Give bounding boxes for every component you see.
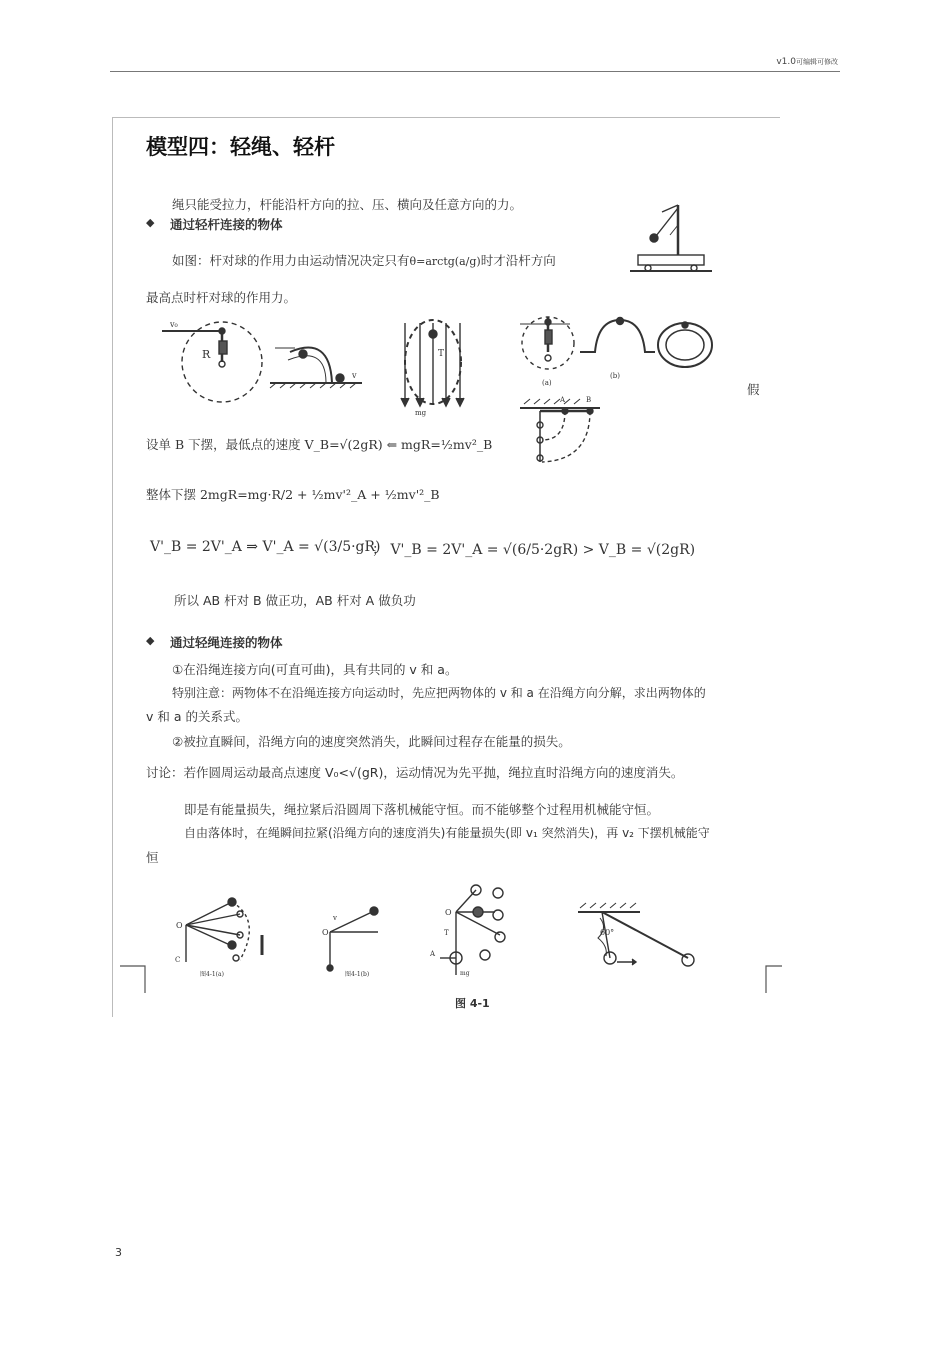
rod-line1-formula: θ=arctg(a/g) bbox=[409, 255, 481, 268]
svg-text:mg: mg bbox=[460, 970, 470, 977]
svg-text:(a): (a) bbox=[542, 379, 552, 387]
rope-para-6a: 自由落体时，在绳瞬间拉紧(沿绳方向的速度消失)有能量损失(即 v₁ 突然消失)，再 v₂ 下摆机械能守 bbox=[184, 826, 710, 840]
version-note: 可编辑可修改 bbox=[796, 58, 838, 66]
rope-para-5: 即是有能量损失，绳拉紧后沿圆周下落机械能守恒。而不能够整个过程用机械能守恒。 bbox=[184, 802, 660, 817]
circle-rod-diagram-a bbox=[520, 317, 574, 387]
svg-text:图4-1(b): 图4-1(b) bbox=[345, 971, 370, 978]
rope-horizontal-diagram bbox=[322, 907, 378, 978]
svg-text:v: v bbox=[352, 371, 357, 380]
equation-3a: V'_B = 2V'_A ⇒ V'_A = √(3/5·gR) bbox=[150, 539, 381, 555]
bullet-diamond-icon: ◆ bbox=[146, 216, 155, 229]
circle-rod-diagram-1 bbox=[162, 320, 262, 402]
svg-text:T: T bbox=[444, 929, 449, 937]
svg-text:(b): (b) bbox=[610, 372, 620, 380]
version-number: v1.0 bbox=[776, 57, 796, 67]
rope-para-2b: v 和 a 的关系式。 bbox=[146, 709, 248, 724]
vertical-circle-force-diagram bbox=[401, 320, 464, 417]
rope-para-6b: 恒 bbox=[146, 850, 159, 865]
page-number: 3 bbox=[115, 1246, 122, 1259]
svg-text:A: A bbox=[560, 396, 566, 404]
svg-text:v: v bbox=[333, 914, 337, 922]
intro-text: 绳只能受拉力，杆能沿杆方向的拉、压、横向及任意方向的力。 bbox=[172, 197, 523, 212]
ring-track-diagram bbox=[658, 322, 712, 367]
track-ramp-diagram bbox=[270, 348, 362, 388]
svg-text:O: O bbox=[445, 908, 452, 917]
rope-force-decomposition-diagram bbox=[429, 885, 505, 977]
section-title: 模型四：轻绳、轻杆 bbox=[146, 135, 335, 159]
rope-para-3: ②被拉直瞬间，沿绳方向的速度突然消失，此瞬间过程存在能量的损失。 bbox=[172, 734, 571, 749]
svg-text:O: O bbox=[322, 928, 329, 937]
rod-ab-quarter-diagram bbox=[520, 396, 600, 462]
svg-text:R: R bbox=[202, 348, 211, 361]
figure-caption: 图 4-1 bbox=[455, 997, 490, 1010]
bullet-diamond-icon: ◆ bbox=[146, 634, 155, 647]
svg-text:mg: mg bbox=[415, 409, 427, 417]
cart-pendulum-diagram bbox=[630, 205, 712, 271]
rod-line1-suffix: 时才沿杆方向 bbox=[480, 253, 556, 268]
svg-text:B: B bbox=[586, 396, 592, 404]
svg-text:60°: 60° bbox=[600, 928, 615, 937]
rope-pendulum-fan-diagram bbox=[175, 898, 262, 978]
rod-line2: 最高点时杆对球的作用力。 bbox=[146, 290, 297, 305]
conclusion-text: 所以 AB 杆对 B 做正功，AB 杆对 A 做负功 bbox=[174, 593, 416, 608]
svg-text:图4-1(a): 图4-1(a) bbox=[200, 971, 224, 978]
equation-1: 设单 B 下摆，最低点的速度 V_B=√(2gR) ⇐ mgR=½mv²_B bbox=[146, 437, 493, 452]
side-note: 假 bbox=[747, 382, 760, 397]
svg-text:T: T bbox=[438, 349, 445, 359]
equation-3b: ； V'_B = 2V'_A = √(6/5·2gR) > V_B = √(2gR) bbox=[372, 542, 696, 558]
svg-text:O: O bbox=[176, 921, 183, 930]
svg-text:A: A bbox=[430, 950, 436, 958]
svg-text:v₀: v₀ bbox=[170, 320, 178, 329]
ceiling-pendulum-diagram bbox=[578, 903, 694, 966]
rod-line1-prefix: 如图：杆对球的作用力由运动情况决定只有 bbox=[172, 253, 410, 268]
rope-heading: 通过轻绳连接的物体 bbox=[170, 635, 283, 650]
svg-text:C: C bbox=[175, 956, 181, 964]
rope-para-1: ①在沿绳连接方向(可直可曲)，具有共同的 v 和 a。 bbox=[172, 662, 458, 677]
arch-track-diagram-b bbox=[580, 318, 655, 381]
equation-2: 整体下摆 2mgR=mg·R/2 + ½mv'²_A + ½mv'²_B bbox=[146, 487, 440, 502]
rope-para-2a: 特别注意：两物体不在沿绳连接方向运动时，先应把两物体的 v 和 a 在沿绳方向分解，求出两物体的 bbox=[172, 686, 706, 700]
rod-heading: 通过轻杆连接的物体 bbox=[170, 217, 283, 232]
rope-para-4: 讨论：若作圆周运动最高点速度 V₀<√(gR)，运动情况为先平抛，绳拉直时沿绳方向的速度消失。 bbox=[146, 765, 684, 780]
